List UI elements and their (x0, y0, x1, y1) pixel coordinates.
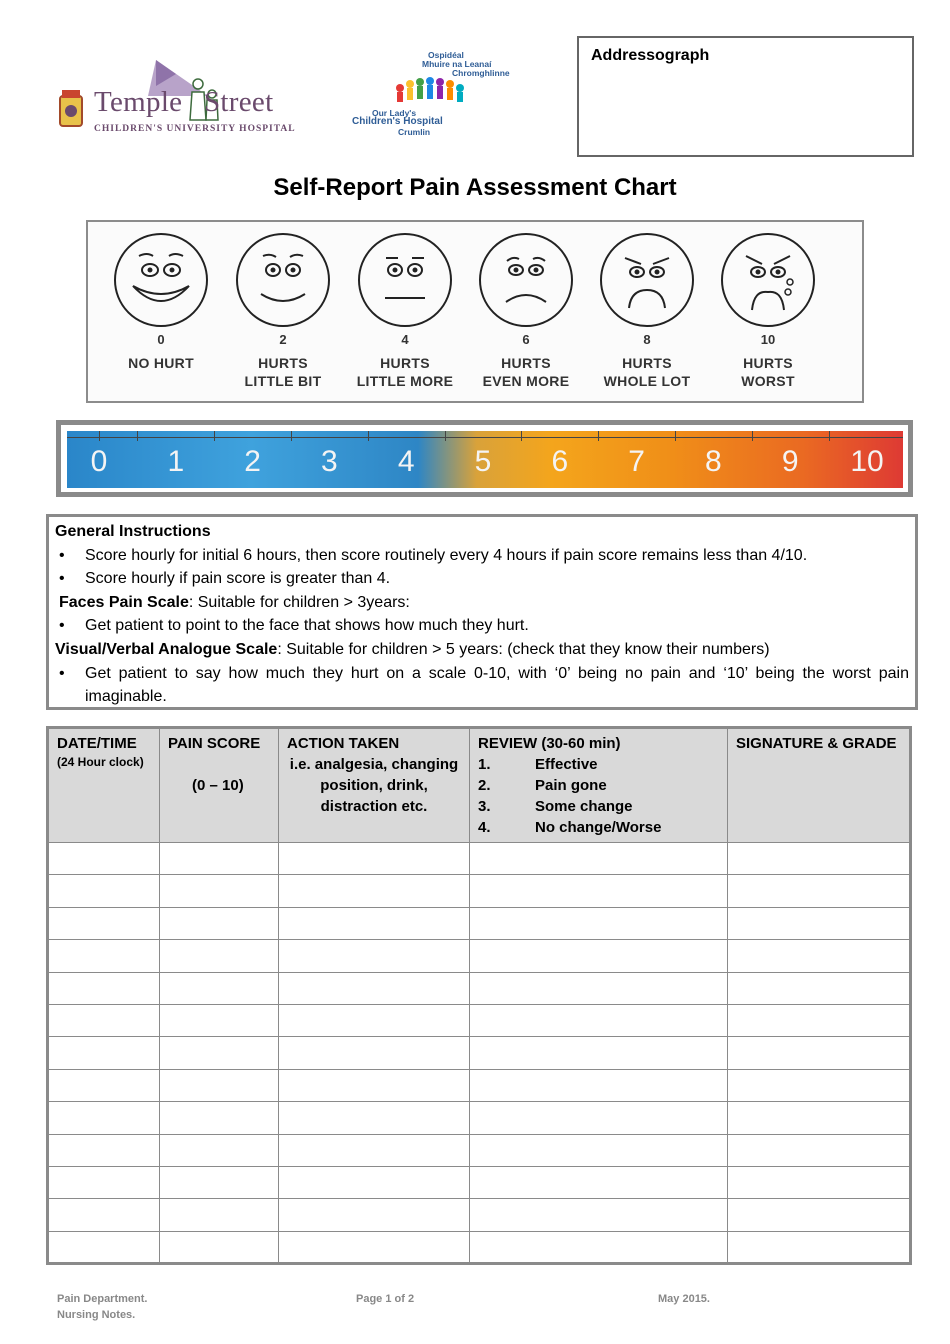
faces-scale-label: Faces Pain Scale (59, 593, 189, 611)
table-cell[interactable] (160, 1004, 279, 1036)
table-cell[interactable] (279, 1102, 470, 1134)
face-label: HURTS (258, 355, 308, 371)
review-option: 4. No change/Worse (478, 819, 662, 836)
table-cell[interactable] (160, 875, 279, 907)
face-score: 2 (279, 332, 287, 347)
scale-tick (675, 431, 676, 441)
face-label: LITTLE MORE (356, 373, 454, 389)
table-cell[interactable] (728, 875, 911, 907)
logo-subtitle: CHILDREN'S UNIVERSITY HOSPITAL (94, 124, 296, 134)
crumlin-logo-line: Chromghlinne (452, 68, 510, 78)
face-label: WORST (741, 373, 795, 389)
table-cell[interactable] (470, 907, 728, 939)
table-cell[interactable] (48, 1004, 160, 1036)
instruction-bullet: • Score hourly if pain score is greater than 4. (55, 567, 909, 591)
children-circle-icon (392, 74, 472, 108)
header-title: DATE/TIME (57, 735, 137, 752)
scale-number: 8 (705, 445, 722, 478)
numeric-scale-bar (67, 431, 903, 488)
table-cell[interactable] (48, 1069, 160, 1101)
table-cell[interactable] (470, 940, 728, 972)
scale-line (67, 437, 903, 438)
faces-scale-text: : Suitable for children > 3years: (188, 593, 410, 611)
crumlin-logo-line: Our Lady's (372, 108, 417, 118)
table-cell[interactable] (728, 1069, 911, 1101)
review-option: 2. Pain gone (478, 777, 607, 794)
footer-date: May 2015. (658, 1293, 710, 1305)
table-cell[interactable] (160, 1134, 279, 1166)
table-cell[interactable] (48, 1231, 160, 1263)
scale-tick (99, 431, 100, 441)
table-row (48, 1134, 911, 1166)
face-label: EVEN MORE (482, 373, 570, 389)
instruction-bullet: • Get patient to point to the face that shows how much they hurt. (55, 614, 909, 638)
table-row (48, 1004, 911, 1036)
table-row (48, 875, 911, 907)
footer-left (57, 1291, 147, 1323)
table-cell[interactable] (48, 1037, 160, 1069)
table-cell[interactable] (470, 843, 728, 875)
review-option: 3. Some change (478, 798, 633, 815)
table-cell[interactable] (279, 1166, 470, 1198)
table-cell[interactable] (728, 843, 911, 875)
table-cell[interactable] (728, 972, 911, 1004)
scale-number: 4 (397, 445, 415, 478)
col-header-review (470, 728, 728, 843)
review-option: 1. Effective (478, 756, 598, 773)
face-label: WHOLE LOT (603, 373, 691, 389)
col-header-action-taken (279, 728, 470, 843)
table-cell[interactable] (728, 1166, 911, 1198)
face-hurts-worst-icon (718, 230, 818, 330)
scale-tick (445, 431, 446, 441)
table-cell[interactable] (728, 907, 911, 939)
face-label: LITTLE BIT (244, 373, 322, 389)
table-cell[interactable] (279, 1037, 470, 1069)
table-cell[interactable] (160, 1069, 279, 1101)
table-cell[interactable] (470, 1037, 728, 1069)
scale-tick (214, 431, 215, 441)
scale-number: 6 (551, 445, 569, 478)
face-8 (587, 222, 707, 402)
table-cell[interactable] (279, 1199, 470, 1231)
vas-scale-label: Visual/Verbal Analogue Scale (55, 640, 278, 658)
table-cell[interactable] (48, 1134, 160, 1166)
table-cell[interactable] (279, 1004, 470, 1036)
footer-page-number: Page 1 of 2 (356, 1293, 415, 1305)
instructions-heading: General Instructions (55, 523, 211, 540)
face-4 (345, 222, 465, 402)
header-sub: (24 Hour clock) (57, 755, 144, 769)
numeric-pain-scale (56, 420, 913, 497)
face-0 (101, 222, 221, 402)
scale-tick (598, 431, 599, 441)
table-cell[interactable] (48, 843, 160, 875)
scale-tick (137, 431, 138, 441)
table-cell[interactable] (279, 1231, 470, 1263)
table-cell[interactable] (160, 1102, 279, 1134)
scale-tick (752, 431, 753, 441)
footer-department: Pain Department. (57, 1293, 148, 1305)
crumlin-hospital-logo (348, 48, 518, 138)
scale-number: 3 (321, 445, 338, 478)
table-cell[interactable] (160, 1037, 279, 1069)
table-cell[interactable] (48, 1166, 160, 1198)
scale-number: 5 (474, 445, 492, 478)
table-cell[interactable] (160, 972, 279, 1004)
table-row (48, 1199, 911, 1231)
crumlin-logo-line: Mhuire na Leanaí (422, 59, 492, 69)
table-cell[interactable] (160, 843, 279, 875)
face-hurts-little-bit-icon (233, 230, 333, 330)
face-score: 8 (643, 332, 651, 347)
face-label: HURTS (743, 355, 793, 371)
crumlin-logo-line: Crumlin (398, 127, 431, 137)
logo-word-street: Street (204, 86, 274, 118)
table-row (48, 1166, 911, 1198)
crumlin-logo-line: Ospidéal (428, 50, 464, 60)
header-title: SIGNATURE & GRADE (736, 735, 897, 752)
face-score: 6 (522, 332, 530, 347)
table-cell[interactable] (470, 1134, 728, 1166)
table-cell[interactable] (279, 1134, 470, 1166)
table-cell[interactable] (48, 907, 160, 939)
scale-number: 0 (90, 445, 108, 478)
face-label: HURTS (501, 355, 551, 371)
table-row (48, 1102, 911, 1134)
col-header-date-time (48, 728, 160, 843)
table-row (48, 907, 911, 939)
table-cell[interactable] (728, 1199, 911, 1231)
face-10 (708, 222, 828, 402)
face-label: HURTS (622, 355, 672, 371)
col-header-signature (728, 728, 911, 843)
table-cell[interactable] (470, 1069, 728, 1101)
header-sub: (0 – 10) (192, 777, 244, 794)
addressograph-box[interactable] (577, 36, 914, 157)
scale-number: 7 (628, 445, 645, 478)
footer-notes: Nursing Notes. (57, 1309, 136, 1321)
table-cell[interactable] (160, 940, 279, 972)
scale-tick (368, 431, 369, 441)
logo-word-temple: Temple (94, 86, 183, 118)
header-title: PAIN SCORE (168, 735, 261, 752)
table-cell[interactable] (728, 1134, 911, 1166)
temple-street-logo (56, 54, 306, 138)
table-cell[interactable] (279, 1069, 470, 1101)
table-row (48, 1231, 911, 1263)
table-cell[interactable] (160, 907, 279, 939)
face-hurts-even-more-icon (476, 230, 576, 330)
table-cell[interactable] (48, 875, 160, 907)
header-title: REVIEW (30-60 min) (478, 735, 621, 752)
table-cell[interactable] (470, 1231, 728, 1263)
face-label: HURTS (380, 355, 430, 371)
table-cell[interactable] (470, 1102, 728, 1134)
header-line: i.e. analgesia, changing (289, 756, 459, 773)
header-line: distraction etc. (320, 798, 428, 815)
table-cell[interactable] (470, 1004, 728, 1036)
face-6 (466, 222, 586, 402)
table-cell[interactable] (48, 1102, 160, 1134)
table-row (48, 843, 911, 875)
table-cell[interactable] (470, 1199, 728, 1231)
table-cell[interactable] (279, 875, 470, 907)
table-cell[interactable] (160, 1231, 279, 1263)
scale-tick (291, 431, 292, 441)
table-cell[interactable] (470, 972, 728, 1004)
table-cell[interactable] (728, 1102, 911, 1134)
table-cell[interactable] (279, 843, 470, 875)
table-row (48, 940, 911, 972)
scale-tick (829, 431, 830, 441)
table-row (48, 972, 911, 1004)
scale-number: 1 (167, 445, 185, 478)
table-cell[interactable] (279, 972, 470, 1004)
crumlin-logo-line: Children's Hospital (352, 116, 443, 127)
scale-number: 9 (781, 445, 799, 478)
table-cell[interactable] (279, 940, 470, 972)
vas-scale-text: : Suitable for children > 5 years: (check that they know their numbers) (277, 640, 770, 658)
table-cell[interactable] (728, 940, 911, 972)
table-cell[interactable] (470, 1166, 728, 1198)
face-score: 10 (760, 332, 776, 347)
table-cell[interactable] (279, 907, 470, 939)
table-cell[interactable] (470, 875, 728, 907)
page-title: Self-Report Pain Assessment Chart (273, 174, 677, 201)
table-cell[interactable] (160, 1166, 279, 1198)
table-cell[interactable] (48, 972, 160, 1004)
face-label: NO HURT (128, 355, 194, 371)
scale-number: 2 (244, 445, 261, 478)
face-score: 4 (401, 332, 409, 347)
addressograph-label: Addressograph (591, 47, 710, 64)
table-cell[interactable] (728, 1004, 911, 1036)
table-cell[interactable] (728, 1037, 911, 1069)
face-hurts-whole-lot-icon (597, 230, 697, 330)
table-cell[interactable] (48, 1199, 160, 1231)
face-hurts-little-more-icon (355, 230, 455, 330)
header-title: ACTION TAKEN (287, 735, 400, 752)
general-instructions (46, 514, 918, 710)
header-line: position, drink, (320, 777, 428, 794)
scale-number: 10 (850, 445, 884, 478)
instruction-bullet: • Get patient to say how much they hurt on a scale 0-10, with ‘0’ being no pain and ‘10’ being the worst pain imaginable. (55, 662, 909, 709)
table-cell[interactable] (728, 1231, 911, 1263)
table-row (48, 1069, 911, 1101)
face-2 (223, 222, 343, 402)
table-cell[interactable] (48, 940, 160, 972)
scale-tick (521, 431, 522, 441)
faces-pain-scale (86, 220, 864, 403)
col-header-pain-score (160, 728, 279, 843)
pain-record-table (46, 726, 912, 1265)
instruction-bullet: • Score hourly for initial 6 hours, then score routinely every 4 hours if pain score remains less than 4/10. (55, 544, 909, 568)
table-row (48, 1037, 911, 1069)
face-no-hurt-icon (111, 230, 211, 330)
table-cell[interactable] (160, 1199, 279, 1231)
face-score: 0 (157, 332, 165, 347)
